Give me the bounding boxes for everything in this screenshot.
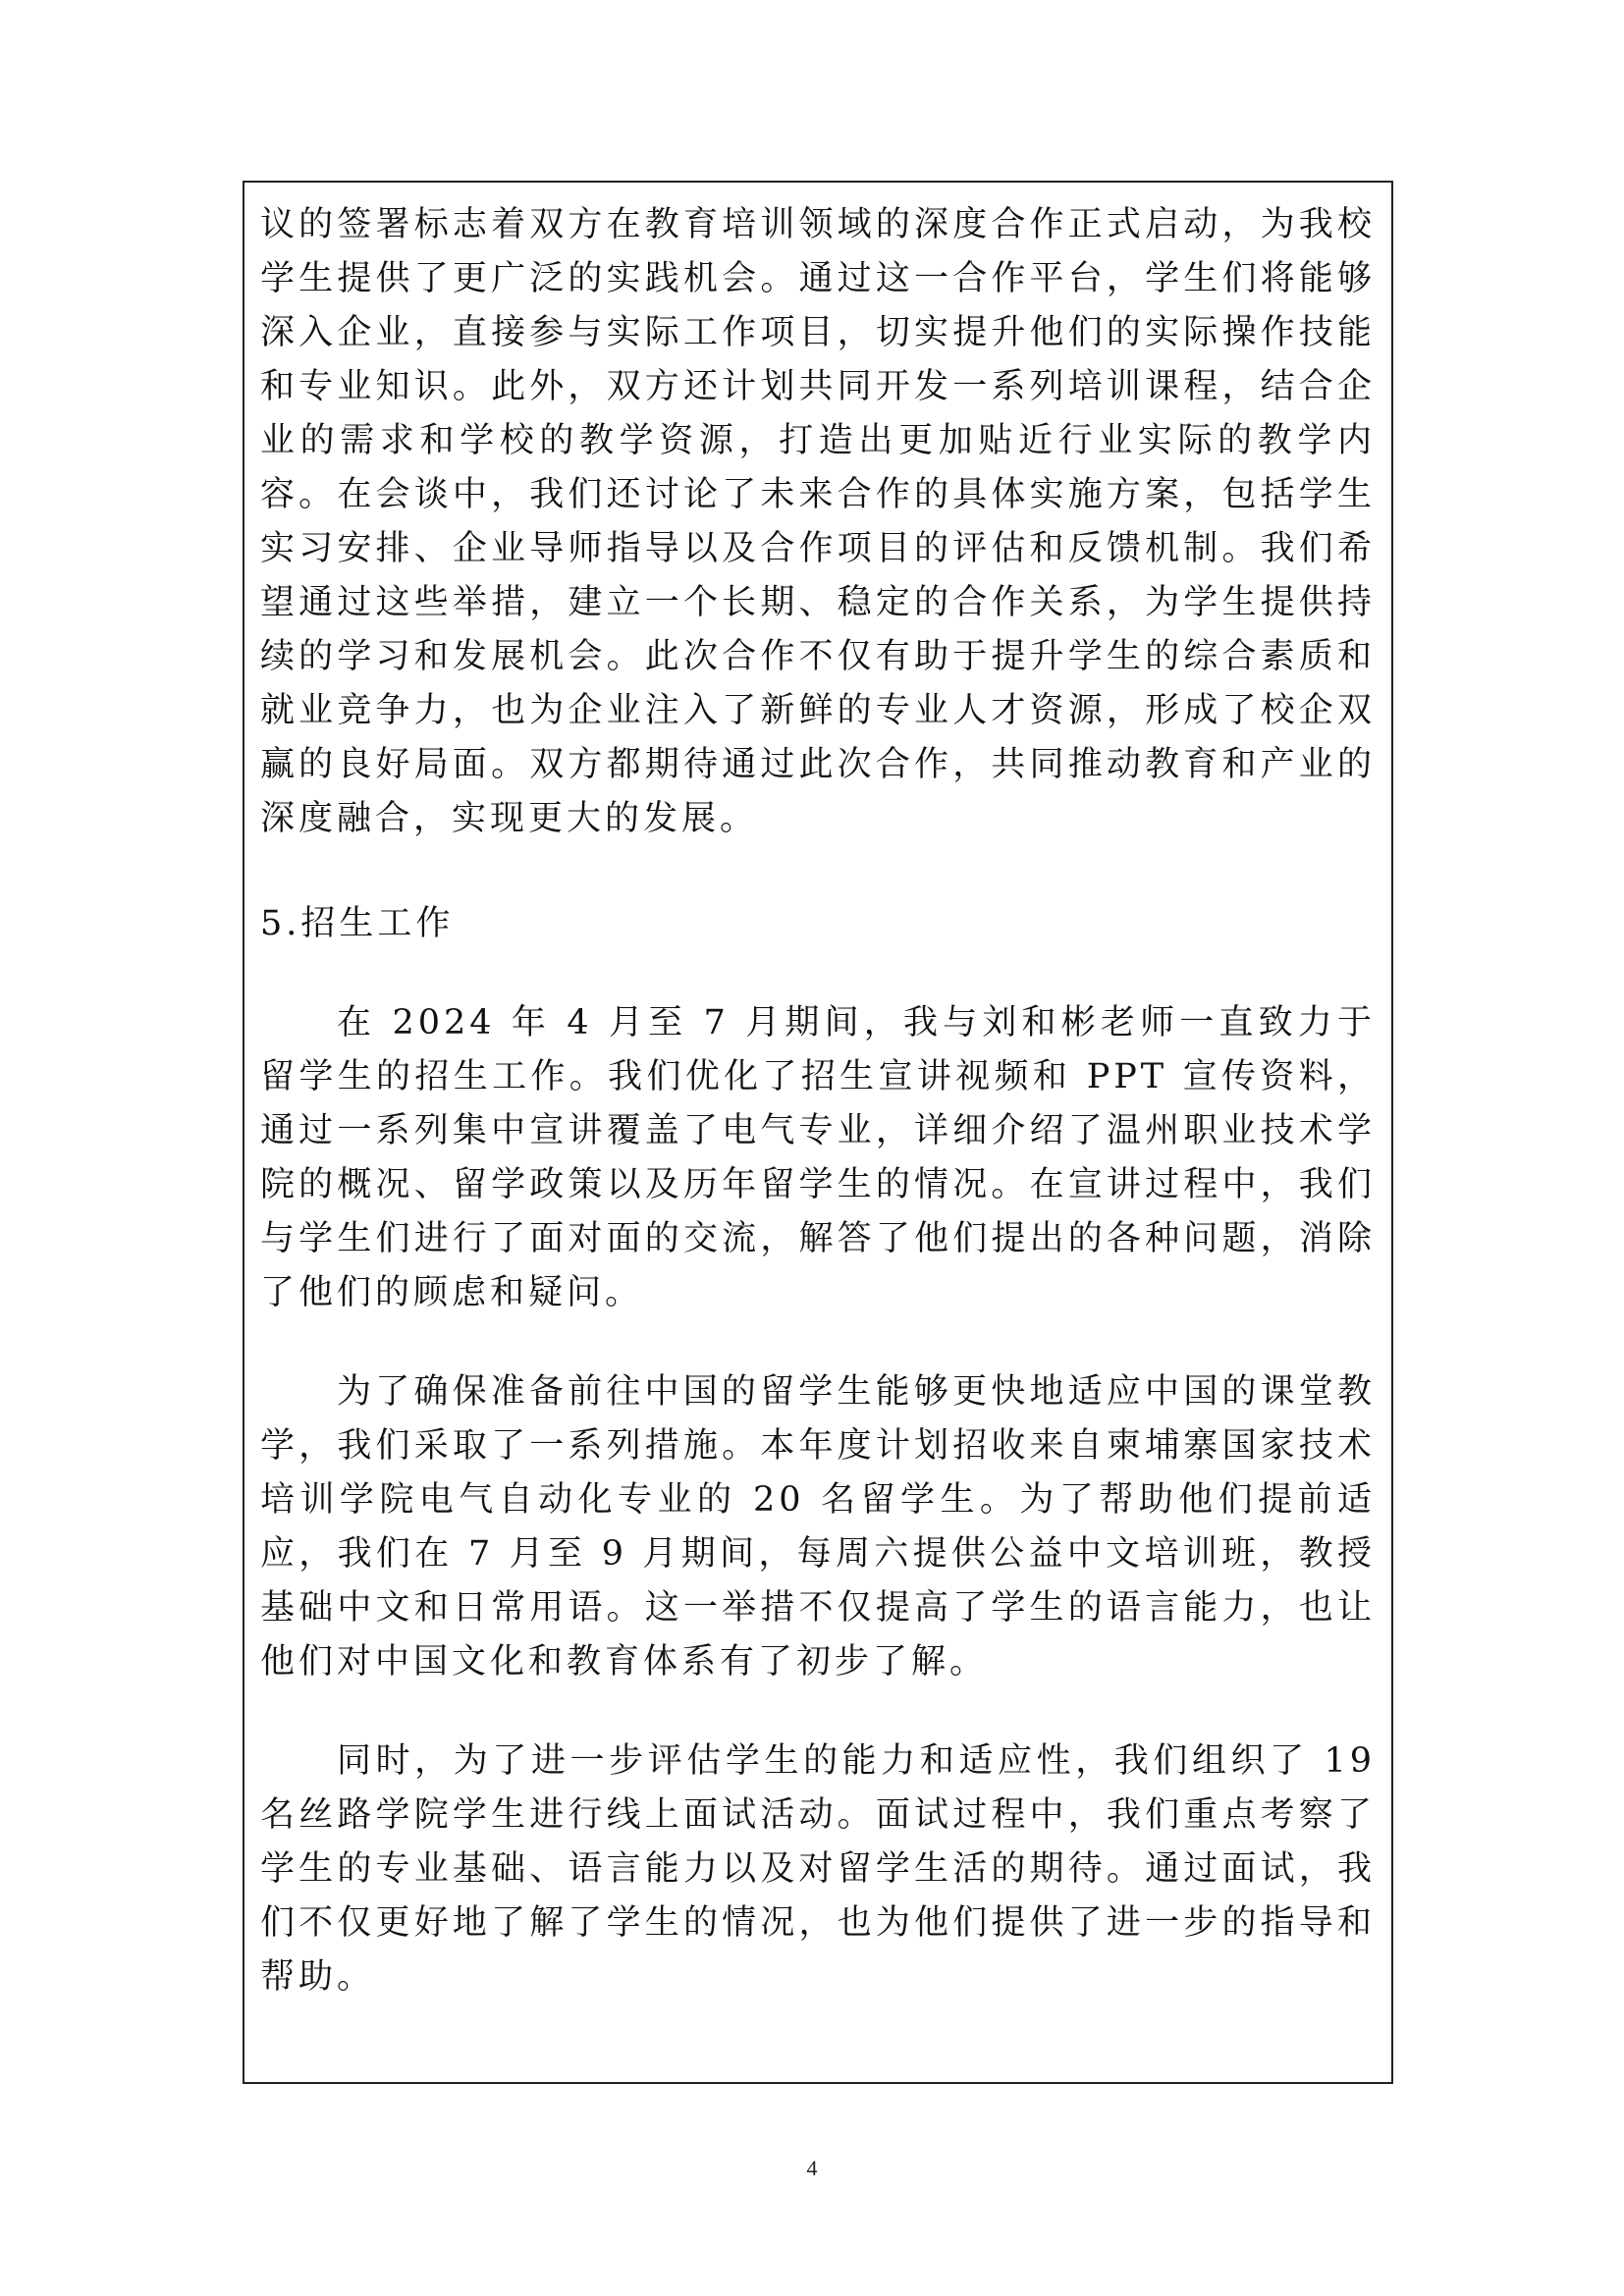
- paragraph-enrollment-promotion: 在 2024 年 4 月至 7 月期间，我与刘和彬老师一直致力于留学生的招生工作。我们优化了招生宣讲视频和 PPT 宣传资料，通过一系列集中宣讲覆盖了电气专业，详细介绍了温州职业技术学院的概况、留学政策以及历年留学生的情况。在宣讲过程中，我们与学生们进行了面对面的交流，解答了他们提出的各种问题，消除了他们的顾虑和疑问。: [260, 1003, 1376, 1312]
- paragraph-chinese-training: 为了确保准备前往中国的留学生能够更快地适应中国的课堂教学，我们采取了一系列措施。本年度计划招收来自柬埔寨国家技术培训学院电气自动化专业的 20 名留学生。为了帮助他们提前适应，我们在 7 月至 9 月期间，每周六提供公益中文培训班，教授基础中文和日常用语。这一举措不仅提高了学生的语言能力，也让他们对中国文化和教育体系有了初步了解。: [260, 1372, 1376, 1682]
- section-heading: 5.招生工作: [260, 904, 455, 943]
- continued-paragraph: 议的签署标志着双方在教育培训领域的深度合作正式启动，为我校学生提供了更广泛的实践机会。通过这一合作平台，学生们将能够深入企业，直接参与实际工作项目，切实提升他们的实际操作技能和专业知识。此外，双方还计划共同开发一系列培训课程，结合企业的需求和学校的教学资源，打造出更加贴近行业实际的教学内容。在会谈中，我们还讨论了未来合作的具体实施方案，包括学生实习安排、企业导师指导以及合作项目的评估和反馈机制。我们希望通过这些举措，建立一个长期、稳定的合作关系，为学生提供持续的学习和发展机会。此次合作不仅有助于提升学生的综合素质和就业竞争力，也为企业注入了新鲜的专业人才资源，形成了校企双赢的良好局面。双方都期待通过此次合作，共同推动教育和产业的深度融合，实现更大的发展。: [260, 205, 1376, 838]
- spacer: [260, 1689, 1376, 1735]
- content-table-cell: [243, 181, 1393, 2084]
- page-number: 4: [806, 2156, 818, 2180]
- document-body: [260, 198, 1376, 2004]
- paragraph-online-interview: 同时，为了进一步评估学生的能力和适应性，我们组织了 19 名丝路学院学生进行线上面试活动。面试过程中，我们重点考察了学生的专业基础、语言能力以及对留学生活的期待。通过面试，我们不仅更好地了解了学生的情况，也为他们提供了进一步的指导和帮助。: [260, 1741, 1376, 1997]
- spacer: [260, 951, 1376, 996]
- spacer: [260, 846, 1376, 897]
- spacer: [260, 1320, 1376, 1365]
